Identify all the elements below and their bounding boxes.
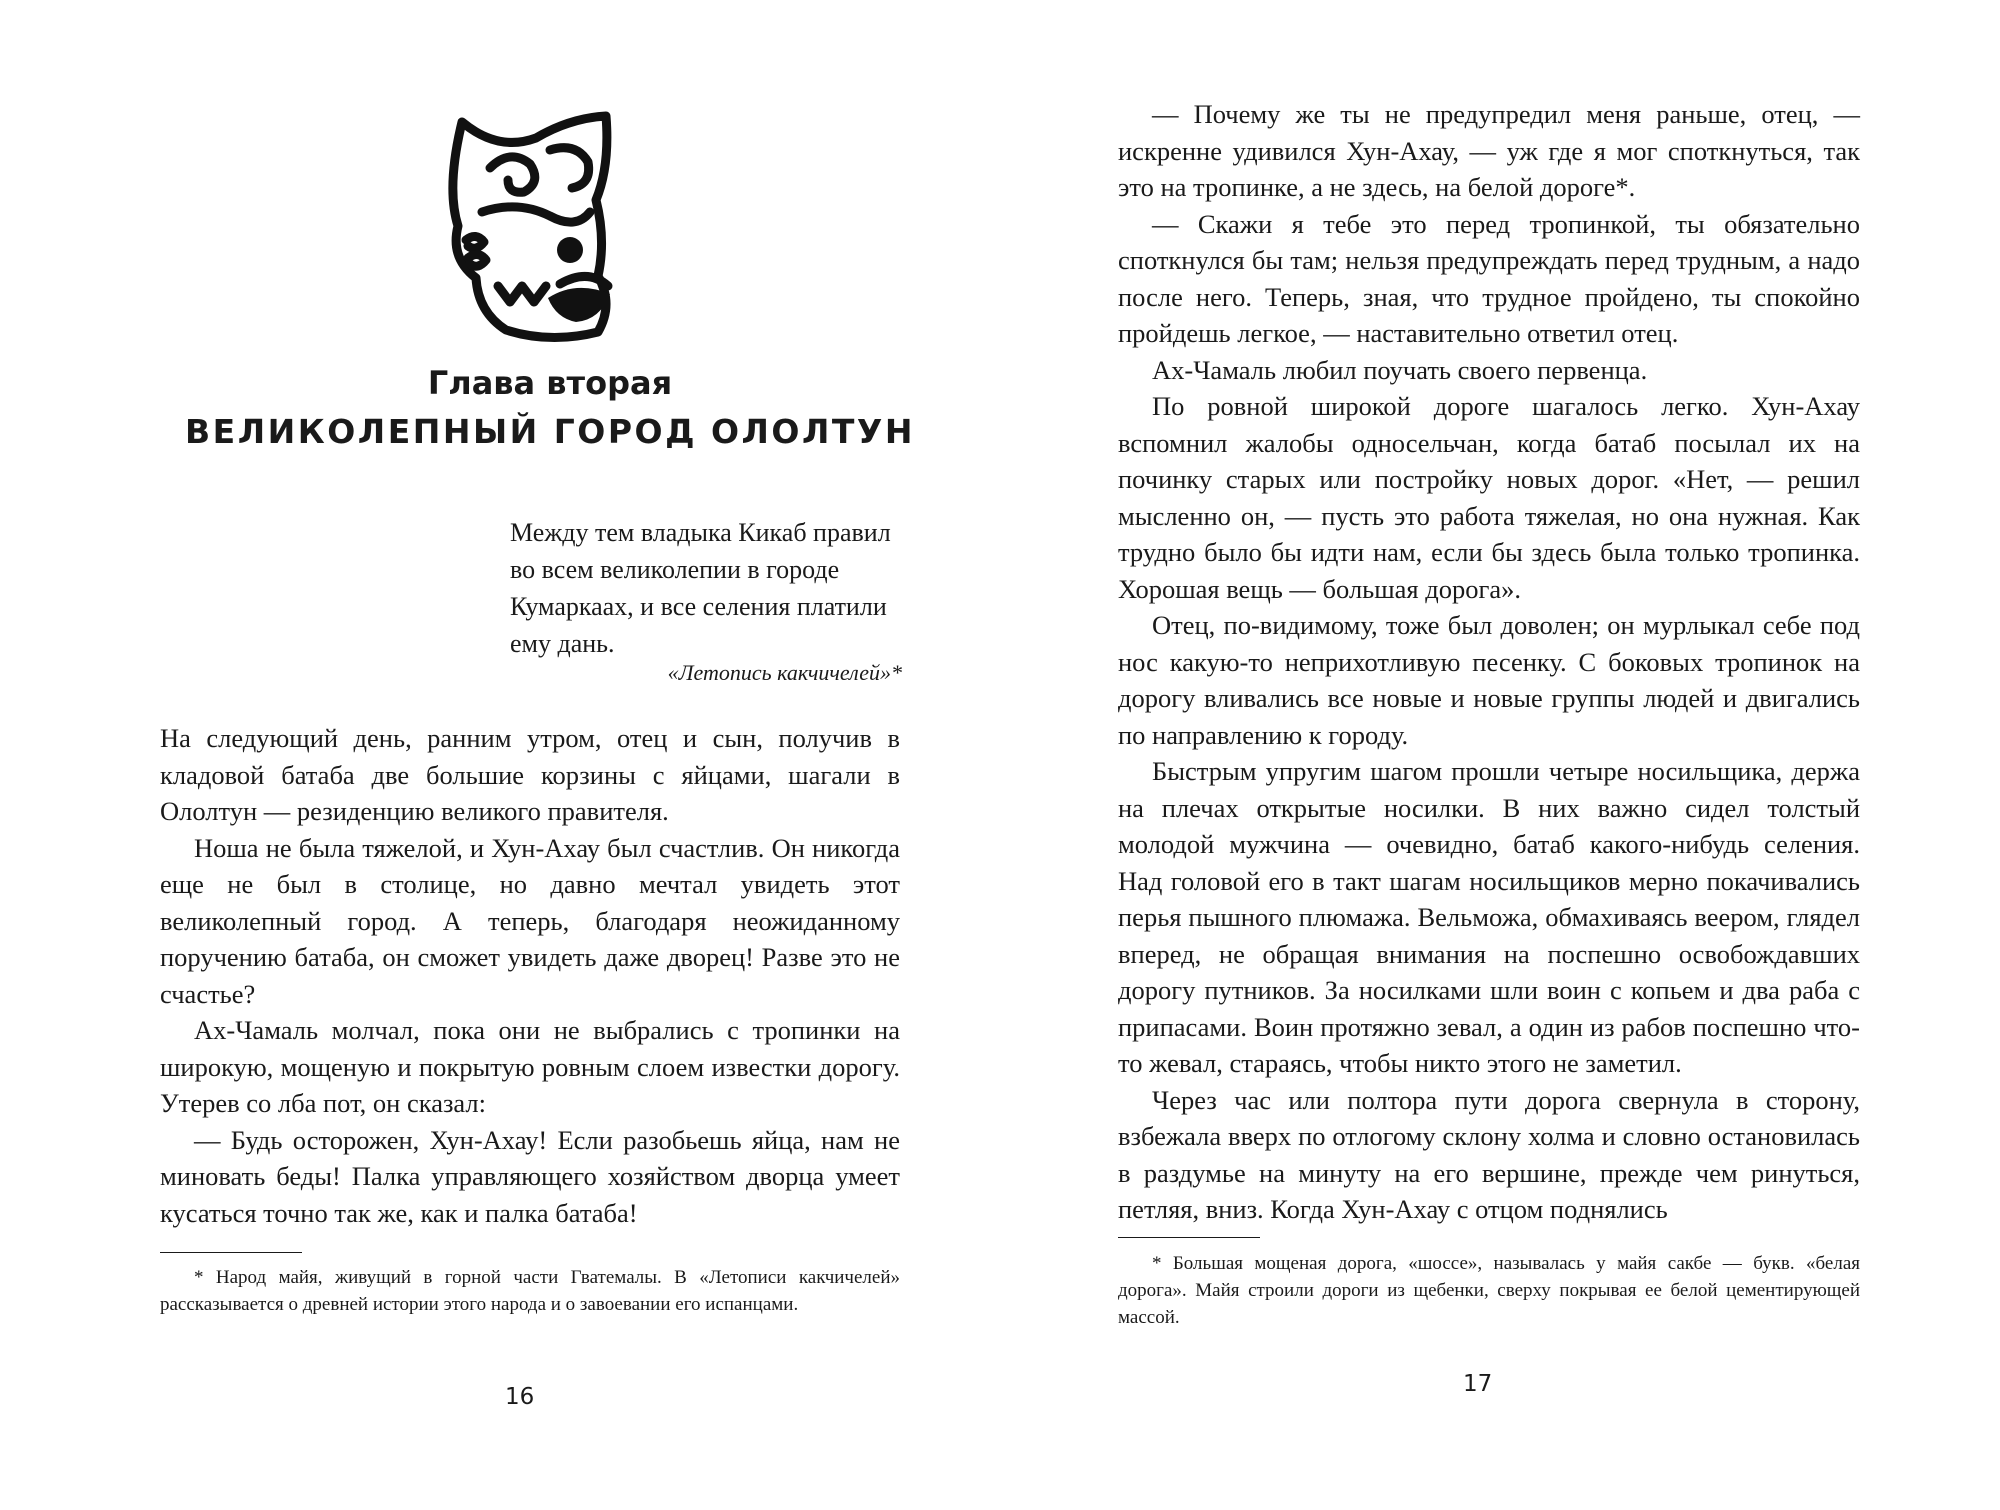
- footnote-rule: [160, 1252, 302, 1253]
- paragraph: Быстрым упругим шагом прошли четыре носильщика, держа на плечах открытые носилки. В них важно сидел толстый молодой мужчина — очевидно, батаб какого-нибудь селения. Над головой его в такт шагам носильщиков мерно покачивались перья пышного плюмажа. Вельможа, обмахиваясь веером, глядел вперед, не обращая внимания на поспешно освобождавших дорогу путников. За носилками шли воин с копьем и два раба с припасами. Воин протяжно зевал, а один из рабов поспешно что-то жевал, стараясь, чтобы никто этого не заметил.: [1118, 756, 1860, 1078]
- paragraph: По ровной широкой дороге шагалось легко. Хун-Ахау вспомнил жалобы односельчан, когда батаб посылал их на починку старых или постройку новых дорог. «Нет, — решил мысленно он, — пусть это работа тяжелая, но она нужная. Как трудно было бы идти нам, если бы здесь была только тропинка. Хорошая вещь — большая дорога».: [1118, 391, 1860, 604]
- footnote-rule: [1118, 1237, 1260, 1238]
- right-page: [1000, 0, 2000, 1510]
- epigraph: Между тем владыка Кикаб правил во всем великолепии в городе Кумаркаах, и все селения платили ему дань.: [510, 518, 891, 658]
- footnote: * Народ майя, живущий в горной части Гватемалы. В «Летописи какчичелей» рассказывается о древней истории этого народа и о завоевании его испанцами.: [160, 1267, 900, 1315]
- paragraph: Отец, по-видимому, тоже был доволен; он мурлыкал себе под нос какую-то неприхотливую песенку. С боковых тропинок на дорогу вливались все новые и новые группы людей и двигались по направлению к городу.: [1118, 610, 1860, 750]
- paragraph: — Скажи я тебе это перед тропинкой, ты обязательно споткнулся бы там; нельзя предупреждать перед трудным, а надо после него. Теперь, зная, что трудное пройдено, ты спокойно пройдешь легкое, — наставительно ответил отец.: [1118, 208, 1860, 348]
- chapter-title: ВЕЛИКОЛЕПНЫЙ ГОРОД ОЛОЛТУН: [185, 412, 915, 451]
- paragraph: На следующий день, ранним утром, отец и сын, получив в кладовой батаба две большие корзины с яйцами, шагали в Ололтун — резиденцию великого правителя.: [160, 723, 900, 826]
- footnote: * Большая мощеная дорога, «шоссе», называлась у майя сакбе — букв. «белая дорога». Майя строили дороги из щебенки, сверху покрывая ее белой цементирующей массой.: [1118, 1253, 1860, 1328]
- paragraph: — Почему же ты не предупредил меня раньше, отец, — искренне удивился Хун-Ахау, — уж где я мог споткнуться, так это на тропинке, а не здесь, на белой дороге*.: [1118, 99, 1860, 202]
- page-number: 17: [1463, 1371, 1493, 1397]
- maya-mask-icon: [438, 108, 628, 348]
- paragraph: Ноша не была тяжелой, и Хун-Ахау был счастлив. Он никогда еще не был в столице, но давно мечтал увидеть этот великолепный город. А теперь, благодаря неожиданному поручению батаба, он сможет увидеть даже дворец! Разве это не счастье?: [160, 832, 900, 1009]
- right-body-text: [1118, 96, 1860, 1228]
- left-body-text: [160, 720, 900, 1231]
- paragraph: Ах-Чамаль любил поучать своего первенца.: [1152, 354, 1648, 385]
- paragraph: — Будь осторожен, Хун-Ахау! Если разобьешь яйца, нам не миновать беды! Палка управляющего хозяйством дворца умеет кусаться точно так же, как и палка батаба!: [160, 1124, 900, 1228]
- chapter-label: Глава вторая: [427, 364, 673, 402]
- paragraph: Через час или полтора пути дорога свернула в сторону, взбежала вверх по отлогому склону холма и словно остановилась в раздумье на минуту на его вершине, прежде чем ринуться, петляя, вниз. Когда Хун-Ахау с отцом поднялись: [1118, 1084, 1860, 1224]
- paragraph: Ах-Чамаль молчал, пока они не выбрались с тропинки на широкую, мощеную и покрытую ровным слоем известки дорогу. Утерев со лба пот, он сказал:: [160, 1015, 900, 1118]
- page-number: 16: [505, 1384, 535, 1410]
- epigraph-source: «Летопись какчичелей»*: [667, 660, 902, 685]
